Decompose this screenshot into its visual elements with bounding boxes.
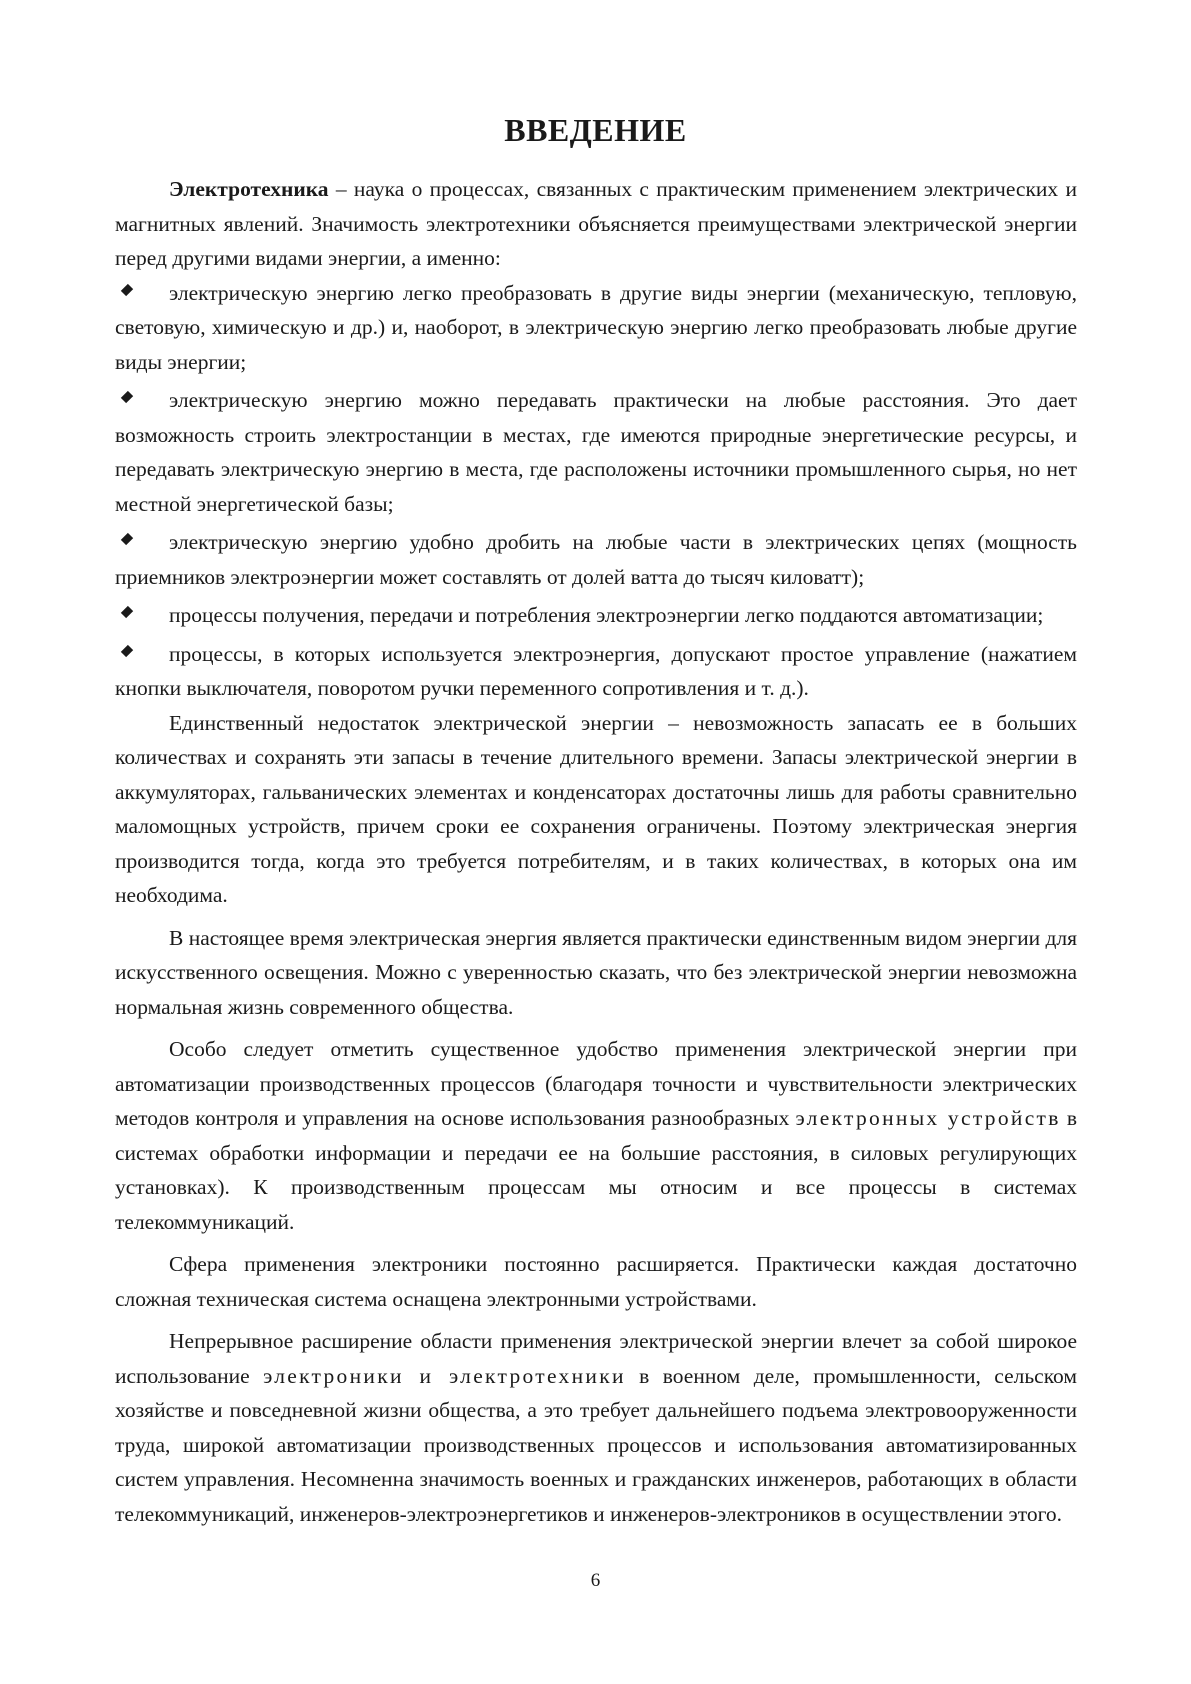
paragraph-automation-text: в системах обработки информации и передачи ее на большие расстояния, в силовых регулирующих установках). К производственным процессам мы относим и все процессы в системах телекоммуникаций.: [115, 1106, 1077, 1234]
list-item: [115, 598, 1077, 633]
body-text: [115, 172, 1077, 1531]
diamond-bullet-icon: [121, 283, 133, 295]
paragraph-disadvantage: Единственный недостаток электрической энергии – невозможность запасать ее в больших количествах и сохранять эти запасы в течение длительного времени. Запасы электрической энергии в аккумуляторах, гальванических элементах и конденсаторах достаточны лишь для работы сравнительно маломощных устройств, причем сроки ее сохранения ограничены. Поэтому электрическая энергия производится тогда, когда это требуется потребителям, и в таких количествах, в которых она им необходима.: [115, 710, 1077, 907]
paragraph-expansion-text: Непрерывное расширение области применения электрической энергии влечет за собой широкое использование: [115, 1329, 1077, 1388]
emphasis-text: электронных устройств: [795, 1106, 1061, 1130]
diamond-bullet-icon: [121, 391, 133, 403]
list-item-text: электрическую энергию легко преобразовать в другие виды энергии (механическую, тепловую, световую, химическую и др.) и, наоборот, в электрическую энергию легко преобразовать любые другие виды энергии;: [115, 280, 1077, 374]
page-title: ВВЕДЕНИЕ: [504, 112, 687, 148]
emphasis-text: электроники и электротехники: [263, 1363, 626, 1388]
list-item-text: электрическую энергию можно передавать практически на любые расстояния. Это дает возможность строить электростанции в местах, где имеются природные энергетические ресурсы, и передавать электрическую энергию в места, где расположены источники промышленного сырья, но нет местной энергетической базы;: [115, 388, 1077, 516]
list-item: [115, 383, 1077, 521]
list-item-text: электрическую энергию удобно дробить на любые части в электрических цепях (мощность приемников электроэнергии может составлять от долей ватта до тысяч киловатт);: [115, 530, 1077, 589]
page-number: 6: [590, 1570, 601, 1591]
intro-term: Электротехника: [169, 177, 329, 201]
paragraph-expansion: [115, 1324, 1077, 1531]
list-item-text: процессы, в которых используется электроэнергия, допускают простое управление (нажатием кнопки выключателя, поворотом ручки переменного сопротивления и т. д.).: [115, 641, 1077, 700]
diamond-bullet-icon: [121, 644, 133, 656]
paragraph-lighting: В настоящее время электрическая энергия является практически единственным видом энергии для искусственного освещения. Можно с уверенностью сказать, что без электрической энергии невозможна нормальная жизнь современного общества.: [115, 925, 1078, 1019]
list-item: [115, 525, 1077, 594]
intro-text: – наука о процессах, связанных с практическим применением электрических и магнитных явлений. Значимость электротехники объясняется преимуществами электрической энергии перед другими видами энергии, а именно:: [115, 177, 1077, 270]
paragraph-expansion-text: в военном деле, промышленности, сельском хозяйстве и повседневной жизни общества, а это требует дальнейшего подъема электровооруженности труда, широкой автоматизации производственных процессов и использования автоматизированных систем управления. Несомненна значимость военных и гражданских инженеров, работающих в области телекоммуникаций, инженеров-электроэнергетиков и инженеров-электроников в осуществлении этого.: [115, 1363, 1077, 1526]
paragraph-electronics: Сфера применения электроники постоянно расширяется. Практически каждая достаточно сложная техническая система оснащена электронными устройствами.: [115, 1252, 1077, 1311]
intro-paragraph: [115, 172, 1077, 276]
list-item-text: процессы получения, передачи и потребления электроэнергии легко поддаются автоматизации;: [169, 603, 1044, 627]
list-item: [115, 637, 1077, 706]
diamond-bullet-icon: [121, 533, 133, 545]
paragraph-automation-text: Особо следует отметить существенное удобство применения электрической энергии при автоматизации производственных процессов (благодаря точности и чувствительности электрических методов контроля и управления на основе использования разнообразных: [115, 1037, 1077, 1130]
list-item: [115, 276, 1077, 380]
paragraph-automation: [115, 1032, 1077, 1239]
diamond-bullet-icon: [121, 606, 133, 618]
